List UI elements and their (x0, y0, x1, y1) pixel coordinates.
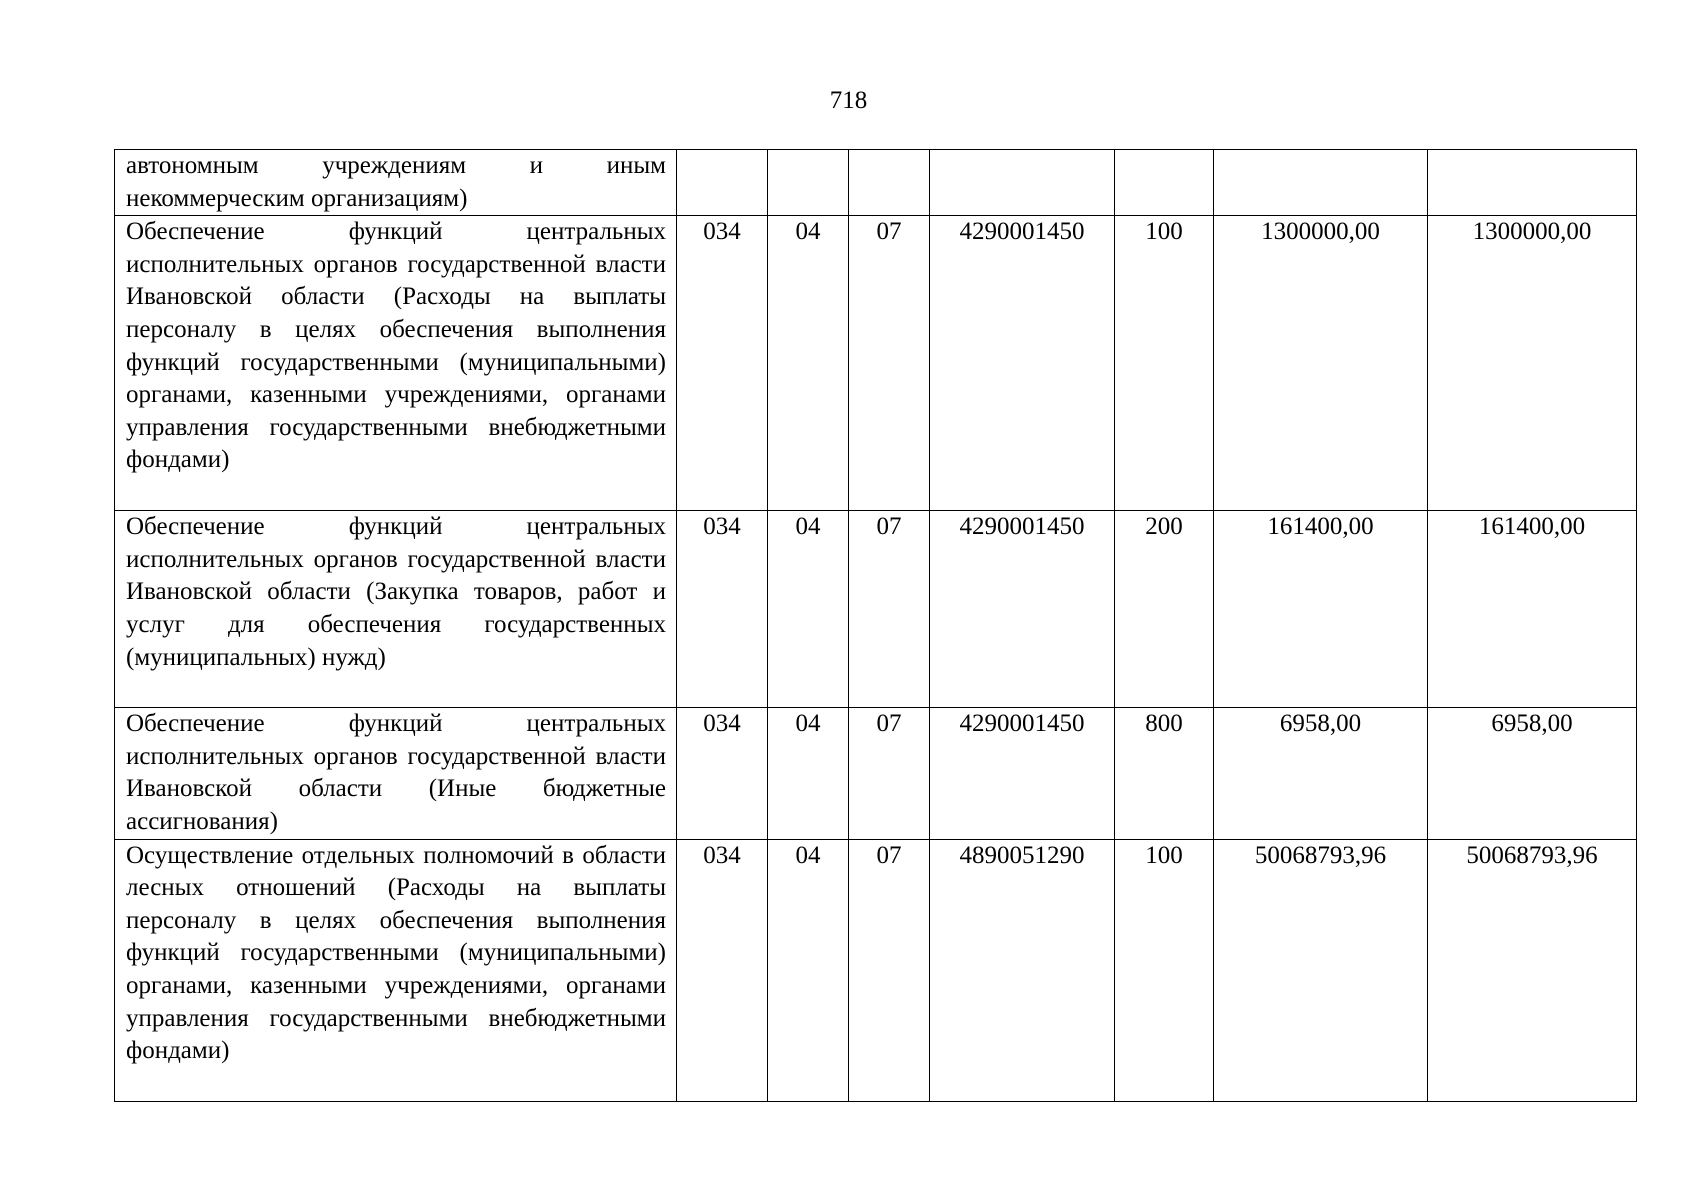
description-cell (115, 839, 677, 1101)
target-code-cell: 4290001450 (930, 511, 1115, 708)
expense-type-cell: 800 (1115, 708, 1214, 839)
target-code-cell (930, 150, 1115, 216)
subsection-code-cell (849, 150, 930, 216)
table-row (115, 150, 1637, 216)
description-cell (115, 511, 677, 708)
subsection-code-cell: 07 (849, 839, 930, 1101)
amount-cell: 50068793,96 (1214, 839, 1428, 1101)
ministry-code-cell: 034 (677, 216, 768, 511)
amount-cell: 1300000,00 (1214, 216, 1428, 511)
description-text: Осуществление отдельных полномочий в области лесных отношений (Расходы на выплаты персоналу в целях обеспечения выполнения функций государственными (муниципальными) органами, казенными учреждениями, органами управления государственными внебюджетными фондами) (126, 841, 666, 1065)
budget-table (114, 149, 1637, 1102)
section-code-cell: 04 (768, 511, 849, 708)
target-code-cell: 4290001450 (930, 216, 1115, 511)
amount-cell: 50068793,96 (1428, 839, 1637, 1101)
page-number: 718 (829, 87, 868, 114)
amount-cell: 161400,00 (1428, 511, 1637, 708)
ministry-code-cell (677, 150, 768, 216)
expense-type-cell: 100 (1115, 839, 1214, 1101)
amount-cell: 161400,00 (1214, 511, 1428, 708)
amount-cell (1214, 150, 1428, 216)
section-code-cell: 04 (768, 708, 849, 839)
expense-type-cell: 200 (1115, 511, 1214, 708)
description-cell (115, 150, 677, 216)
target-code-cell: 4890051290 (930, 839, 1115, 1101)
description-cell (115, 216, 677, 511)
description-text: Обеспечение функций центральных исполнительных органов государственной власти Ивановской области (Расходы на выплаты персоналу в целях обеспечения выполнения функций государственными (муниципальными) органами, казенными учреждениями, органами управления государственными внебюджетными фондами) (126, 218, 666, 474)
table-row (115, 511, 1637, 708)
amount-cell: 6958,00 (1214, 708, 1428, 839)
ministry-code-cell: 034 (677, 708, 768, 839)
amount-cell: 6958,00 (1428, 708, 1637, 839)
table-row (115, 839, 1637, 1101)
expense-type-cell (1115, 150, 1214, 216)
section-code-cell: 04 (768, 839, 849, 1101)
table-row (115, 216, 1637, 511)
amount-cell (1428, 150, 1637, 216)
description-text: автономным учреждениям и иным некоммерческим организациям) (126, 152, 666, 212)
section-code-cell: 04 (768, 216, 849, 511)
ministry-code-cell: 034 (677, 839, 768, 1101)
description-text: Обеспечение функций центральных исполнительных органов государственной власти Ивановской области (Иные бюджетные ассигнования) (126, 710, 666, 835)
target-code-cell: 4290001450 (930, 708, 1115, 839)
description-cell (115, 708, 677, 839)
table-row (115, 708, 1637, 839)
amount-cell: 1300000,00 (1428, 216, 1637, 511)
subsection-code-cell: 07 (849, 708, 930, 839)
section-code-cell (768, 150, 849, 216)
expense-type-cell: 100 (1115, 216, 1214, 511)
ministry-code-cell: 034 (677, 511, 768, 708)
subsection-code-cell: 07 (849, 216, 930, 511)
subsection-code-cell: 07 (849, 511, 930, 708)
description-text: Обеспечение функций центральных исполнительных органов государственной власти Ивановской области (Закупка товаров, работ и услуг для обеспечения государственных (муниципальных) нужд) (126, 513, 666, 671)
